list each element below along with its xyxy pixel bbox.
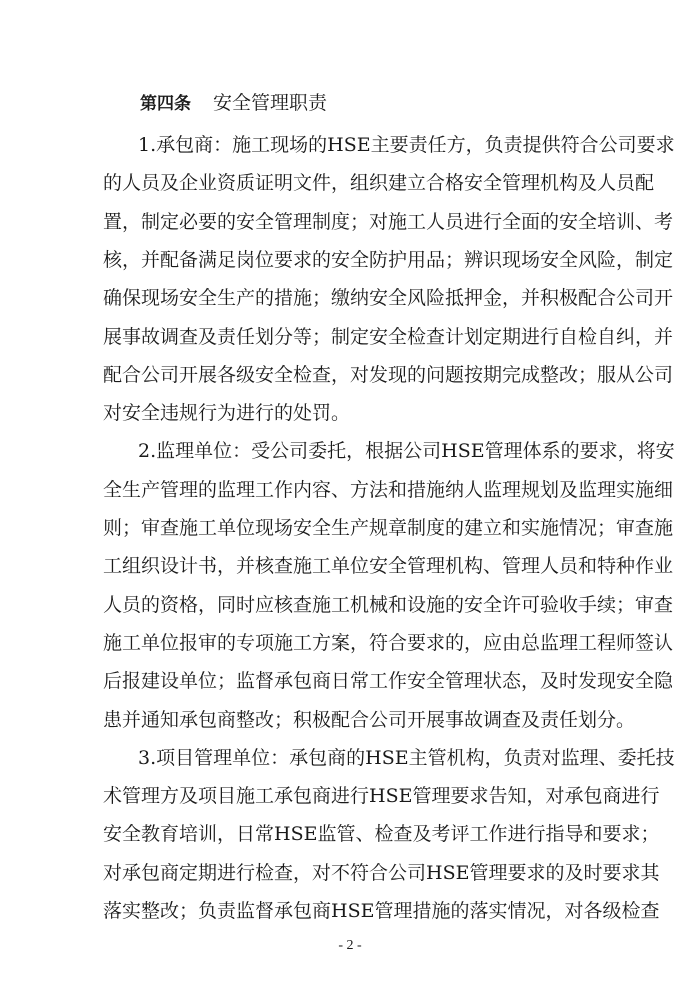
article-heading [140,89,327,118]
paragraph-1-line-5: 确保现场安全生产的措施；缴纳安全风险抵押金，并积极配合公司开 [103,287,674,309]
paragraph-3-line-3: 安全教育培训，日常HSE监管、检查及考评工作进行指导和要求； [103,823,660,845]
article-title: 安全管理职责 [213,92,328,114]
paragraph-1-line-3: 置，制定必要的安全管理制度；对施工人员进行全面的安全培训、考 [103,211,674,233]
paragraph-1-line-7: 配合公司开展各级安全检查，对发现的问题按期完成整改；服从公司 [103,364,674,386]
paragraph-2-line-4: 工组织设计书，并核查施工单位安全管理机构、管理人员和特种作业 [103,555,674,577]
paragraph-1-line-4: 核，并配备满足岗位要求的安全防护用品；辨识现场安全风险，制定 [103,249,674,271]
paragraph-2-line-1: 2.监理单位：受公司委托，根据公司HSE管理体系的要求，将安 [138,440,675,462]
paragraph-1-line-8: 对安全违规行为进行的处罚。 [103,402,351,424]
paragraph-1-line-6: 展事故调查及责任划分等；制定安全检查计划定期进行自检自纠，并 [103,326,674,348]
page-number: - 2 - [338,938,362,953]
paragraph-3-line-1: 3.项目管理单位：承包商的HSE主管机构，负责对监理、委托技 [138,747,675,769]
paragraph-2-line-7: 后报建设单位；监督承包商日常工作安全管理状态，及时发现安全隐 [103,670,674,692]
paragraph-2-line-2: 全生产管理的监理工作内容、方法和措施纳人监理规划及监理实施细 [103,479,674,501]
paragraph-2-line-8: 患并通知承包商整改；积极配合公司开展事故调查及责任划分。 [103,709,636,731]
paragraph-1-line-1: 1.承包商：施工现场的HSE主要责任方，负责提供符合公司要求 [138,134,675,156]
paragraph-2-line-3: 则；审查施工单位现场安全生产规章制度的建立和实施情况；审查施 [103,517,674,539]
paragraph-2-line-5: 人员的资格，同时应核查施工机械和设施的安全许可验收手续；审查 [103,594,674,616]
paragraph-3-line-4: 对承包商定期进行检查，对不符合公司HSE管理要求的及时要求其 [103,862,660,884]
article-number: 第四条 [140,94,191,114]
paragraph-3-line-5: 落实整改；负责监督承包商HSE管理措施的落实情况，对各级检查 [103,900,660,922]
paragraph-1-line-2: 的人员及企业资质证明文件，组织建立合格安全管理机构及人员配 [103,172,655,194]
paragraph-2-line-6: 施工单位报审的专项施工方案，符合要求的，应由总监理工程师签认 [103,632,674,654]
paragraph-3-line-2: 术管理方及项目施工承包商进行HSE管理要求告知，对承包商进行 [103,785,660,807]
